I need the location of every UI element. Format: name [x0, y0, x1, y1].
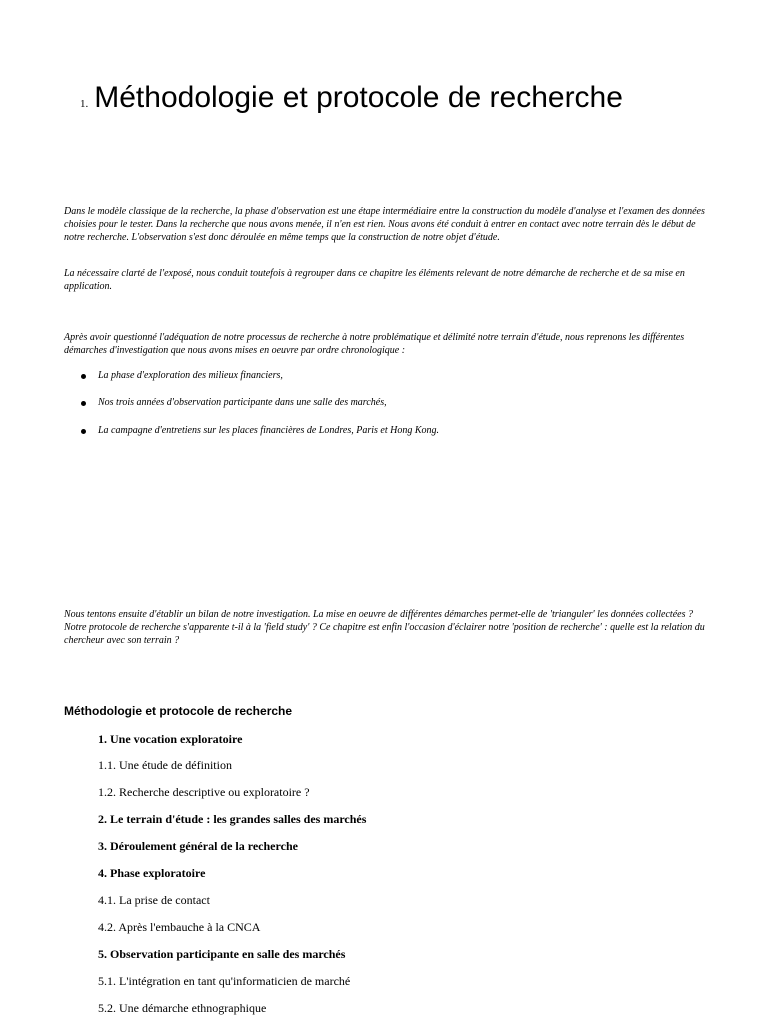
bullet-icon [81, 374, 86, 379]
toc-subsection-link[interactable]: 4.2. Après l'embauche à la CNCA [98, 920, 261, 934]
toc-subsection-link[interactable]: 1.1. Une étude de définition [98, 758, 232, 772]
intro-paragraph-1: Dans le modèle classique de la recherche, la phase d'observation est une étape intermédiaire entre la construction du modèle d'analyse et l'examen des données choisies pour le tester. Dans la recherche que nous avons menée, il n'en est rien. Nous avons été conduit à entrer en contact avec notre terrain dès le début de notre recherche. L'observation s'est donc déroulée en même temps que la construction de notre objet d'étude. [64, 206, 705, 243]
page-title [80, 78, 623, 124]
toc-subsection-link[interactable]: 4.1. La prise de contact [98, 893, 210, 907]
toc-section-link[interactable]: 3. Déroulement général de la recherche [98, 839, 298, 853]
list-item-text: La phase d'exploration des milieux financiers, [98, 370, 283, 381]
toc-section-link[interactable]: 2. Le terrain d'étude : les grandes salles des marchés [98, 812, 367, 826]
heading-number: 1. [80, 98, 89, 110]
toc-section-link[interactable]: 1. Une vocation exploratoire [98, 732, 243, 746]
toc-subsection-link[interactable]: 1.2. Recherche descriptive ou exploratoire ? [98, 785, 310, 799]
intro-paragraph-2: La nécessaire clarté de l'exposé, nous conduit toutefois à regrouper dans ce chapitre les éléments relevant de notre démarche de recherche et de sa mise en application. [64, 268, 685, 292]
toc-section-link[interactable]: 5. Observation participante en salle des marchés [98, 947, 346, 961]
toc-subsection-link[interactable]: 5.1. L'intégration en tant qu'informaticien de marché [98, 974, 351, 988]
bullet-icon [81, 401, 86, 406]
list-item-text: Nos trois années d'observation participante dans une salle des marchés, [98, 397, 387, 408]
toc-subsection-link[interactable]: 5.2. Une démarche ethnographique [98, 1001, 267, 1015]
toc-title: Méthodologie et protocole de recherche [64, 704, 293, 718]
heading-text: Méthodologie et protocole de recherche [94, 81, 623, 114]
toc-section-link[interactable]: 4. Phase exploratoire [98, 866, 206, 880]
intro-paragraph-3: Après avoir questionné l'adéquation de notre processus de recherche à notre problématique et délimité notre terrain d'étude, nous reprenons les différentes démarches d'investigation que nous avons mises en oeuvre par ordre chronologique : [64, 332, 685, 356]
list-item-text: La campagne d'entretiens sur les places financières de Londres, Paris et Hong Kong. [98, 425, 439, 436]
conclusion-paragraph: Nous tentons ensuite d'établir un bilan de notre investigation. La mise en oeuvre de différentes démarches permet-elle de 'trianguler' les données collectées ? Notre protocole de recherche s'apparente t-il à la 'field study' ? Ce chapitre est enfin l'occasion d'éclairer notre 'position de recherche' : quelle est la relation du chercheur avec son terrain ? [64, 609, 705, 646]
bullet-icon [81, 429, 86, 434]
